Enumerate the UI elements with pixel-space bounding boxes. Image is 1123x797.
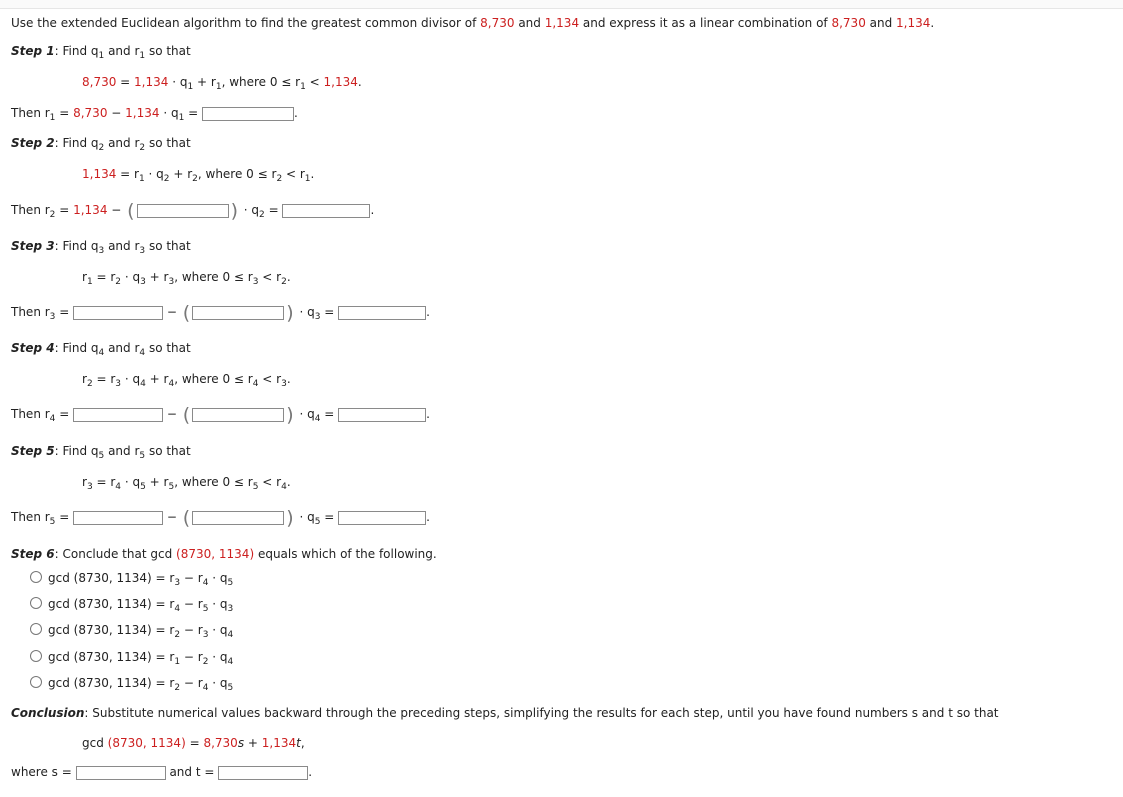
text: , — [300, 736, 305, 750]
left-paren: ( — [182, 404, 191, 426]
sub: 5 — [168, 482, 175, 492]
radio-option-5[interactable] — [30, 676, 42, 688]
text: = — [320, 407, 339, 421]
option-5[interactable] — [30, 675, 233, 696]
left-paren: ( — [182, 302, 191, 324]
text: − — [107, 106, 126, 120]
text: . — [426, 510, 430, 524]
r4-divisor-input[interactable] — [192, 408, 284, 422]
text: , — [211, 547, 219, 561]
text: − r — [180, 676, 203, 690]
num: 1134 — [218, 547, 250, 561]
step4-equation — [82, 371, 291, 392]
text: r — [82, 475, 87, 489]
step5-equation — [82, 474, 291, 495]
step3-heading — [11, 238, 191, 259]
sub: 3 — [98, 246, 105, 256]
text: . — [308, 765, 313, 779]
text: · q — [121, 372, 141, 386]
sub: 3 — [202, 630, 209, 640]
paren: ) — [249, 547, 255, 561]
r3-input[interactable] — [338, 306, 426, 320]
sub: 2 — [202, 657, 209, 667]
text: + r — [193, 75, 216, 89]
num-a: 8,730 — [480, 16, 515, 30]
sub: 3 — [139, 246, 146, 256]
left-paren: ( — [127, 200, 135, 222]
text: . — [293, 106, 298, 120]
sub: 5 — [227, 578, 234, 588]
r5-dividend-input[interactable] — [73, 511, 163, 525]
sub: 4 — [227, 630, 234, 640]
sub: 5 — [252, 482, 259, 492]
text: + r — [145, 270, 169, 284]
right-paren: ) — [286, 507, 294, 529]
sub: 3 — [168, 277, 175, 287]
text: so that — [145, 136, 191, 150]
step1-equation — [82, 74, 362, 95]
num: 1,134 — [261, 736, 297, 750]
text: = — [116, 75, 135, 89]
num: 1,134 — [73, 203, 108, 217]
text: · q — [144, 167, 164, 181]
sub: 4 — [227, 657, 234, 667]
text: gcd (8730, 1134) = r — [48, 650, 175, 664]
sub: 1 — [178, 113, 185, 123]
sub: 4 — [98, 348, 105, 358]
text: Then r — [11, 203, 50, 217]
text: = — [55, 407, 74, 421]
text: = — [185, 736, 204, 750]
text: − r — [180, 623, 203, 637]
left-paren: ( — [182, 507, 191, 529]
radio-option-4[interactable] — [30, 650, 42, 662]
text: = — [320, 510, 339, 524]
text: = — [320, 305, 339, 319]
text: . — [370, 203, 375, 217]
r4-dividend-input[interactable] — [73, 408, 163, 422]
text: gcd (8730, 1134) = r — [48, 597, 175, 611]
text: − — [163, 407, 181, 421]
sub: 1 — [174, 657, 181, 667]
sub: 4 — [140, 379, 146, 389]
text: : Find q — [54, 136, 99, 150]
sub: 1 — [304, 174, 311, 184]
sub: 3 — [174, 578, 181, 588]
text: . — [286, 372, 291, 386]
sub: 2 — [192, 174, 198, 184]
num-b2: 1,134 — [896, 16, 931, 30]
num: 8730 — [112, 736, 143, 750]
text: . — [310, 167, 315, 181]
num: 8,730 — [73, 106, 108, 120]
step5-heading — [11, 443, 191, 464]
text: , — [142, 736, 151, 750]
problem-statement — [11, 15, 934, 31]
text: = r — [92, 270, 116, 284]
text: · q — [159, 106, 179, 120]
text: : Conclude that gcd — [54, 547, 177, 561]
text: − — [107, 203, 126, 217]
sub: 3 — [140, 277, 146, 287]
text: : Substitute numerical values backward through the preceding steps, simplifying the results for each step, until you have found numbers s and t so that — [84, 706, 999, 720]
step6-heading — [11, 546, 437, 562]
text: so that — [145, 444, 191, 458]
radio-option-1[interactable] — [30, 571, 42, 583]
sub: 2 — [276, 174, 283, 184]
text: = — [55, 305, 74, 319]
text: = — [264, 203, 283, 217]
radio-option-3[interactable] — [30, 623, 42, 635]
num: 1,134 — [323, 75, 358, 89]
sub: 5 — [139, 451, 146, 461]
sub: 2 — [174, 683, 181, 693]
sub: 1 — [139, 51, 146, 61]
r3-dividend-input[interactable] — [73, 306, 163, 320]
sub: 2 — [139, 143, 146, 153]
text: − — [163, 305, 181, 319]
text: + — [244, 736, 262, 750]
text: · q — [208, 676, 228, 690]
num-a2: 8,730 — [831, 16, 866, 30]
num: 1,134 — [82, 167, 117, 181]
step4-heading — [11, 340, 191, 361]
text: · q — [295, 305, 315, 319]
sub: 4 — [168, 379, 175, 389]
r5-divisor-input[interactable] — [192, 511, 284, 525]
sub: 4 — [314, 414, 321, 424]
conclusion-equation — [82, 735, 305, 751]
text: = r — [116, 167, 139, 181]
option-4[interactable] — [30, 649, 233, 670]
sub: 3 — [49, 312, 56, 322]
conclusion-heading — [11, 705, 999, 721]
text: : Find q — [54, 341, 99, 355]
text: − r — [180, 650, 203, 664]
step1-label: Step 1 — [11, 44, 55, 58]
sub: 3 — [227, 604, 234, 614]
text: , where 0 ≤ r — [174, 270, 253, 284]
paren: ( — [107, 736, 113, 750]
intro-mid: and express it as a linear combination of — [579, 16, 832, 30]
num: 8,730 — [203, 736, 238, 750]
step2-label: Step 2 — [11, 136, 55, 150]
text: gcd (8730, 1134) = r — [48, 571, 175, 585]
text: gcd (8730, 1134) = r — [48, 623, 175, 637]
text: equals which of the following. — [254, 547, 437, 561]
text: Then r — [11, 407, 50, 421]
right-paren: ) — [286, 404, 294, 426]
text: so that — [145, 44, 191, 58]
option-1[interactable] — [30, 570, 233, 591]
text: , where 0 ≤ r — [221, 75, 301, 89]
sub: 1 — [86, 277, 93, 287]
text: = — [184, 106, 202, 120]
sub: 3 — [115, 379, 122, 389]
text: and r — [104, 341, 140, 355]
text: < r — [282, 167, 305, 181]
text: · q — [121, 475, 141, 489]
text: Then r — [11, 510, 50, 524]
sub: 5 — [314, 517, 321, 527]
sub: 4 — [49, 414, 56, 424]
intro-and: and — [514, 16, 545, 30]
text: · q — [295, 510, 315, 524]
step1-text: : Find q — [54, 44, 99, 58]
text: . — [426, 407, 430, 421]
paren: ( — [176, 547, 181, 561]
sub: 5 — [140, 482, 146, 492]
text: , where 0 ≤ r — [174, 372, 253, 386]
text: + r — [145, 372, 169, 386]
text: = — [55, 510, 74, 524]
sub: 4 — [115, 482, 122, 492]
paren: ) — [181, 736, 186, 750]
sub: 1 — [187, 82, 194, 92]
sub: 5 — [227, 683, 234, 693]
sub: 1 — [215, 82, 222, 92]
step3-equation — [82, 269, 291, 290]
intro-and2: and — [865, 16, 897, 30]
r2-input[interactable] — [282, 204, 370, 218]
text: and r — [104, 136, 140, 150]
text: and r — [104, 444, 140, 458]
conclusion-label: Conclusion — [11, 706, 85, 720]
text: = — [55, 106, 74, 120]
text: · q — [208, 623, 228, 637]
radio-option-2[interactable] — [30, 597, 42, 609]
text: · q — [208, 650, 228, 664]
sub: 1 — [98, 51, 105, 61]
text: and r — [104, 44, 140, 58]
option-2[interactable] — [30, 596, 233, 617]
r5-input[interactable] — [338, 511, 426, 525]
text: < — [305, 75, 324, 89]
option-3[interactable] — [30, 622, 233, 643]
text: · q — [295, 407, 315, 421]
sub: 2 — [163, 174, 170, 184]
text: · q — [121, 270, 141, 284]
text: + r — [169, 167, 193, 181]
conclusion-answers — [11, 764, 312, 780]
text: so that — [145, 341, 191, 355]
step3-then — [11, 304, 430, 325]
num: 1134 — [150, 736, 182, 750]
step6-label: Step 6 — [11, 547, 55, 561]
text: r — [82, 270, 87, 284]
sub: 5 — [202, 604, 209, 614]
sub: 4 — [139, 348, 146, 358]
sub: 2 — [259, 210, 265, 220]
text: · q — [208, 571, 228, 585]
text: < r — [258, 475, 282, 489]
text: − — [163, 510, 181, 524]
text: Then r — [11, 106, 50, 120]
step4-label: Step 4 — [11, 341, 55, 355]
step1-heading — [11, 43, 191, 64]
sub: 5 — [49, 517, 56, 527]
sub: 1 — [300, 82, 306, 92]
sub: 4 — [202, 683, 209, 693]
num: 8730 — [180, 547, 212, 561]
sub: 2 — [174, 630, 181, 640]
sub: 3 — [252, 277, 259, 287]
step2-heading — [11, 135, 191, 156]
sub: 1 — [49, 113, 56, 123]
r3-divisor-input[interactable] — [192, 306, 284, 320]
text: · q — [168, 75, 188, 89]
sub: 4 — [281, 482, 287, 492]
text: − r — [180, 597, 203, 611]
text: < r — [258, 270, 282, 284]
text: gcd — [82, 736, 108, 750]
sub: 3 — [314, 312, 321, 322]
intro-end: . — [930, 16, 935, 30]
step3-label: Step 3 — [11, 239, 55, 253]
sub: 3 — [86, 482, 93, 492]
right-paren: ) — [286, 302, 294, 324]
sub: 3 — [281, 379, 287, 389]
r1-recall-input[interactable] — [137, 204, 229, 218]
step1-then — [11, 105, 298, 126]
text: and r — [104, 239, 140, 253]
text: Then r — [11, 305, 50, 319]
step5-then — [11, 509, 430, 530]
sub: 4 — [174, 604, 181, 614]
text: , where 0 ≤ r — [197, 167, 277, 181]
num: 1,134 — [134, 75, 169, 89]
num: 1,134 — [125, 106, 160, 120]
text: = r — [92, 475, 116, 489]
step2-equation — [82, 166, 314, 187]
text: . — [286, 475, 291, 489]
intro-text: Use the extended Euclidean algorithm to find the greatest common divisor of — [11, 16, 481, 30]
text: so that — [145, 239, 191, 253]
text: , where 0 ≤ r — [174, 475, 253, 489]
sub: 5 — [98, 451, 105, 461]
text: . — [426, 305, 430, 319]
right-paren: ) — [230, 200, 238, 222]
step2-then — [11, 202, 374, 223]
text: : Find q — [54, 239, 99, 253]
text: = — [55, 203, 74, 217]
text: . — [286, 270, 291, 284]
text: < r — [258, 372, 282, 386]
s-input[interactable] — [76, 766, 166, 780]
sub: 2 — [49, 210, 56, 220]
r4-input[interactable] — [338, 408, 426, 422]
text: · q — [239, 203, 260, 217]
text: gcd (8730, 1134) = r — [48, 676, 175, 690]
text: : Find q — [54, 444, 99, 458]
text: − r — [180, 571, 203, 585]
text: r — [82, 372, 87, 386]
num: 8,730 — [82, 75, 117, 89]
text: · q — [208, 597, 228, 611]
text: = r — [92, 372, 116, 386]
text: where s = — [11, 765, 76, 779]
num-b: 1,134 — [544, 16, 580, 30]
var-t: t — [296, 736, 301, 750]
text: and t = — [169, 765, 219, 779]
text: . — [357, 75, 362, 89]
sub: 4 — [202, 578, 209, 588]
var-s: s — [237, 736, 245, 750]
r1-input[interactable] — [202, 107, 294, 121]
sub: 1 — [138, 174, 145, 184]
t-input[interactable] — [218, 766, 308, 780]
step5-label: Step 5 — [11, 444, 55, 458]
sub: 2 — [98, 143, 105, 153]
sub: 2 — [115, 277, 122, 287]
sub: 2 — [281, 277, 287, 287]
sub: 4 — [252, 379, 259, 389]
step4-then — [11, 406, 430, 427]
text: + r — [145, 475, 169, 489]
sub: 2 — [86, 379, 93, 389]
top-border — [0, 0, 1123, 9]
